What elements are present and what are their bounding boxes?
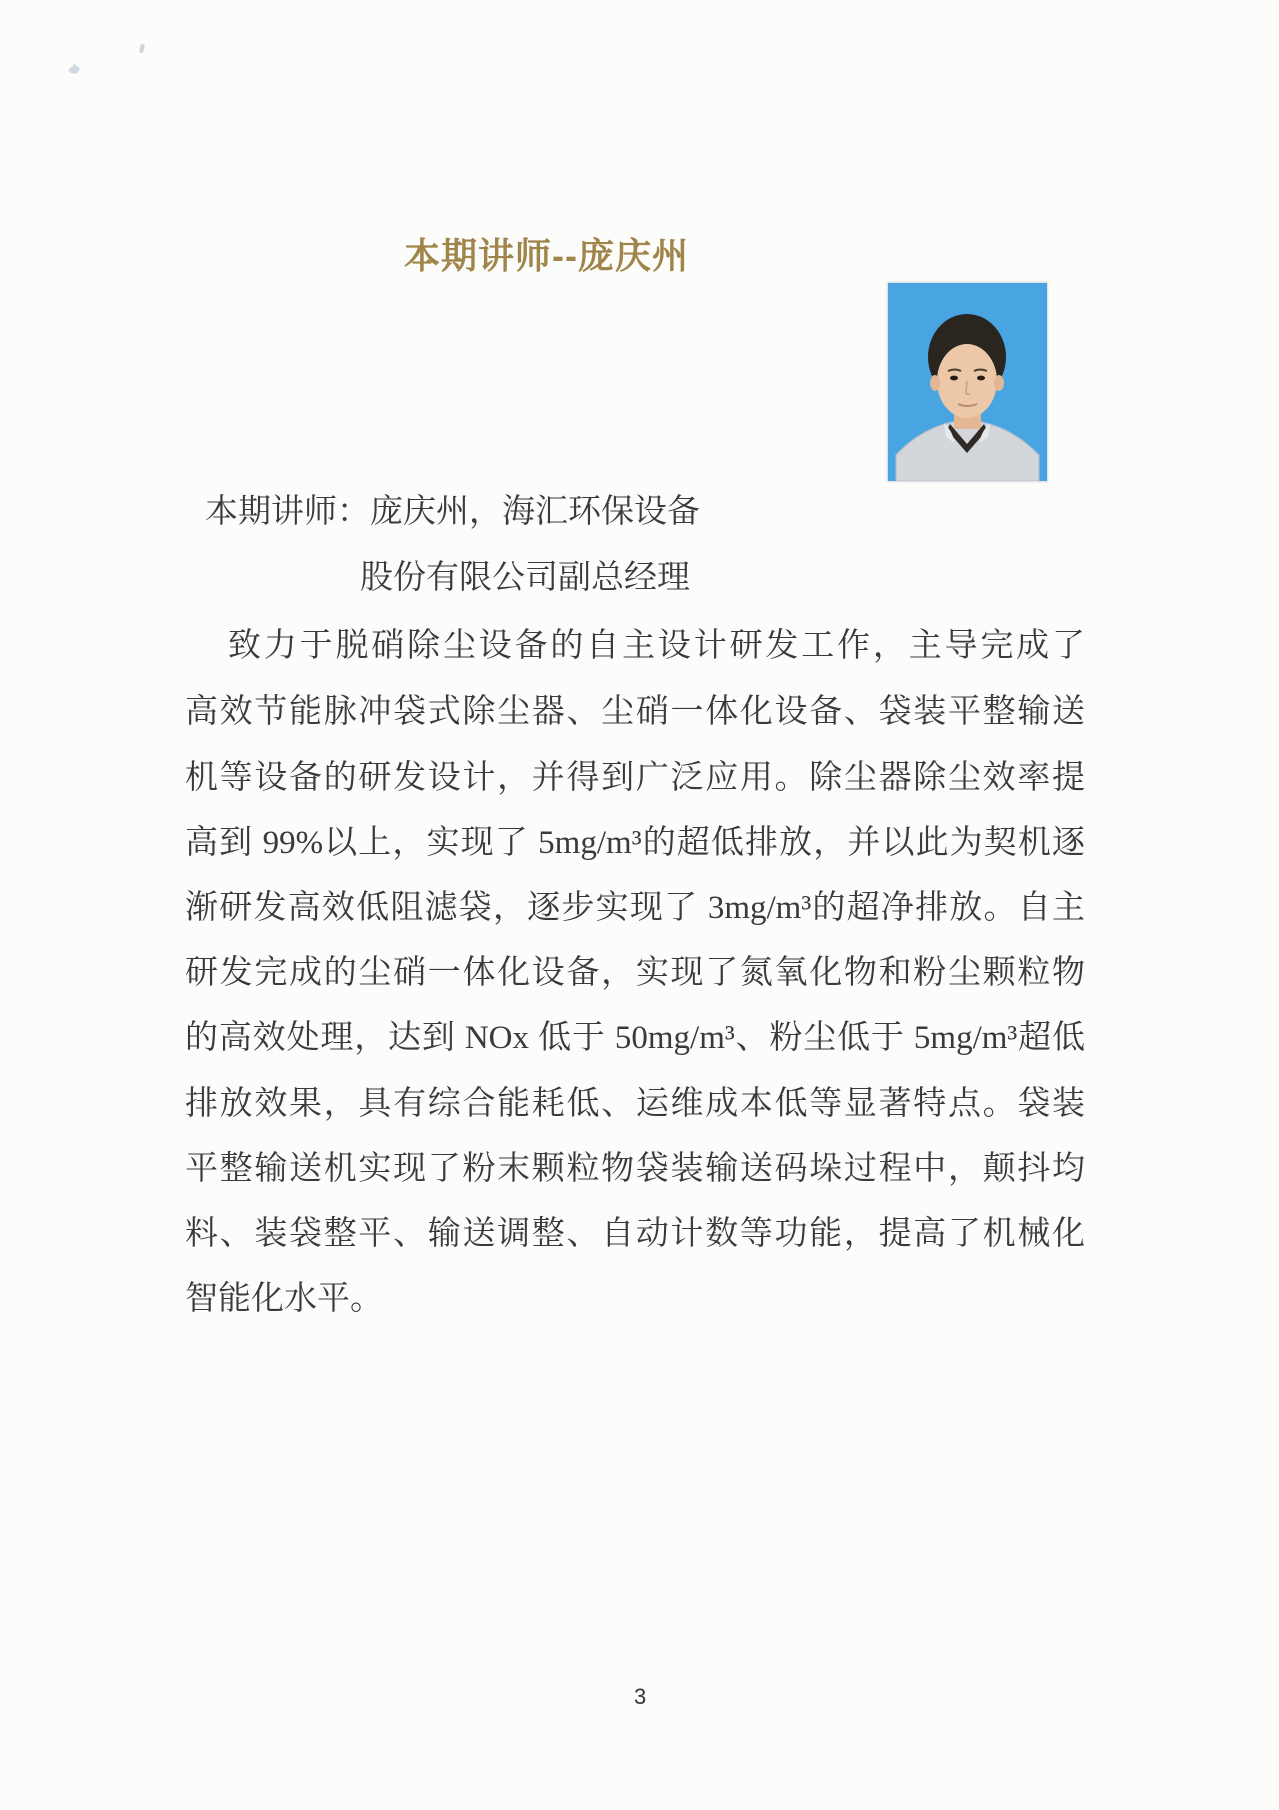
page-number: 3 <box>634 1684 647 1709</box>
body-line: 高到 99%以上，实现了 5mg/m³的超低排放，并以此为契机逐 <box>185 825 1085 861</box>
scan-artifact-mark <box>139 44 145 54</box>
body-line: 致力于脱硝除尘设备的自主设计研发工作，主导完成了 <box>228 628 1085 664</box>
portrait-image <box>888 283 1047 481</box>
body-line: 股份有限公司副总经理 <box>360 560 690 596</box>
body-line: 的高效处理，达到 NOx 低于 50mg/m³、粉尘低于 5mg/m³超低 <box>185 1020 1085 1056</box>
page-title: 本期讲师--庞庆州 <box>404 235 689 276</box>
body-line: 平整输送机实现了粉末颗粒物袋装输送码垛过程中，颠抖均 <box>185 1151 1085 1187</box>
body-line: 本期讲师：庞庆州，海汇环保设备 <box>205 494 700 530</box>
lecturer-portrait-photo <box>887 282 1048 482</box>
body-line: 研发完成的尘硝一体化设备，实现了氮氧化物和粉尘颗粒物 <box>185 955 1085 991</box>
body-line: 机等设备的研发设计，并得到广泛应用。除尘器除尘效率提 <box>185 760 1085 796</box>
body-line: 料、装袋整平、输送调整、自动计数等功能，提高了机械化 <box>185 1216 1085 1252</box>
body-line: 渐研发高效低阻滤袋，逐步实现了 3mg/m³的超净排放。自主 <box>185 890 1085 926</box>
body-line: 高效节能脉冲袋式除尘器、尘硝一体化设备、袋装平整输送 <box>185 694 1085 730</box>
body-line: 排放效果，具有综合能耗低、运维成本低等显著特点。袋装 <box>185 1086 1085 1122</box>
scan-artifact-speck <box>68 64 80 74</box>
body-line: 智能化水平。 <box>185 1281 383 1317</box>
